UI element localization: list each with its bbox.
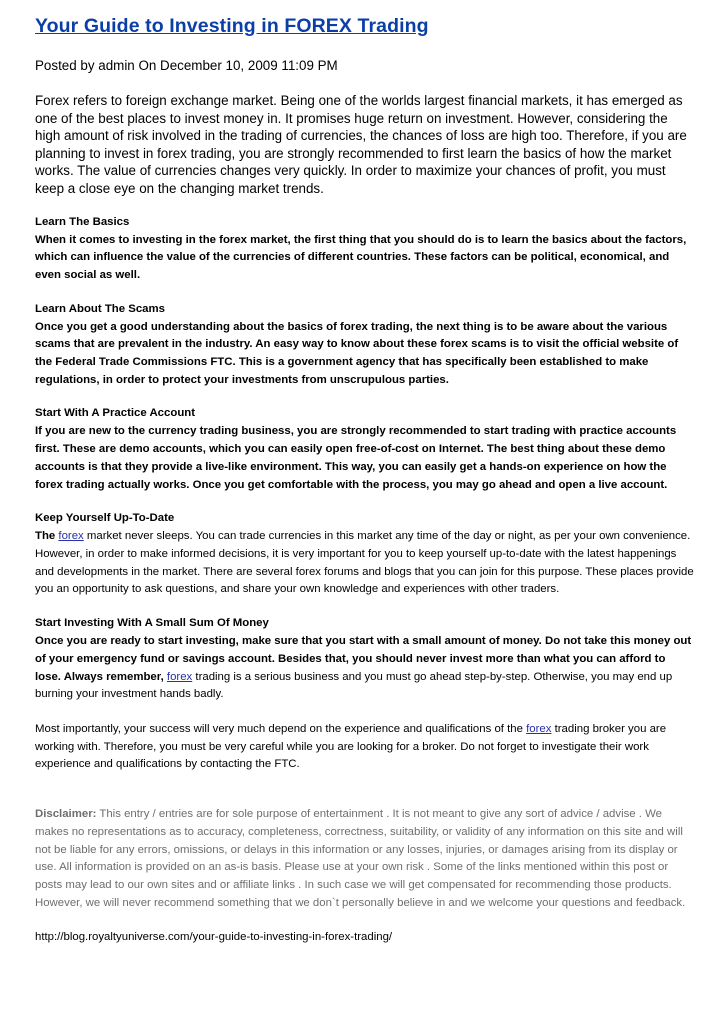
intro-paragraph: Forex refers to foreign exchange market. Being one of the worlds largest financial markets, it has emerged as one of the best places to invest money in. It promises huge return on investment. However, considering the high amount of risk involved in the trading of currencies, the chances of loss are high too. Therefore, if you are planning to invest in forex trading, you are strongly recommended to first learn the basics of how the market works. The value of currencies changes very quickly. In order to maximize your chances of profit, you must keep a close eye on the changing market trends. bbox=[35, 93, 687, 196]
section-body: Once you get a good understanding about the basics of forex trading, the next thing is to be aware about the various scams that are prevalent in the industry. An easy way to know about these forex scams is to visit the official website of the Federal Trade Commissions FTC. This is a government agency that has specifically been established to make regulations, in order to protect your investments from unscrupulous parties. bbox=[35, 320, 679, 386]
section-up-to-date bbox=[35, 511, 694, 599]
disclaimer-text: This entry / entries are for sole purpose of entertainment . It is not meant to give any sort of advice / advise . We makes no representations as to accuracy, completeness, correctness, suitability, or validity of any information on this site and will not be liable for any errors, omissions, or delays in this information or any losses, injuries, or damages arising from its display or use. All information is provided on an as-is basis. Please use at your own risk . Some of the links mentioned within this post or posts may lead to our own sites and or affiliate links . In such case we will get compensated for recommending those products. However, we will never recommend something that we don`t personally believe in and we welcome your questions and feedback. bbox=[35, 808, 686, 910]
section-heading: Learn The Basics bbox=[35, 215, 130, 228]
forex-link[interactable]: forex bbox=[526, 722, 552, 735]
section-learn-scams bbox=[35, 302, 694, 390]
section-bold-text: Once you are ready to start investing, make sure that you start with a small amount of money. Do not take this money out of your emergency fund or savings account. Besides that, you should never invest more than what you can afford to lose. Always remember, bbox=[35, 635, 692, 683]
section-learn-basics bbox=[35, 215, 694, 285]
section-body: When it comes to investing in the forex market, the first thing that you should do is to learn the basics about the factors, which can influence the value of the currencies of different countries. These factors can be political, economical, and even social as well. bbox=[35, 233, 687, 281]
section-heading: Keep Yourself Up-To-Date bbox=[35, 512, 175, 525]
closing-paragraph bbox=[35, 721, 694, 774]
section-body-text: market never sleeps. You can trade currencies in this market any time of the day or night, as per your own convenience. However, in order to make informed decisions, it is very important for you to keep yourself up-to-date with the latest happenings and developments in the market. There are several forex forums and blogs that you can join for this purpose. These places provide you an opportunity to ask questions, and share your own knowledge and experiences with other traders. bbox=[35, 530, 694, 596]
section-heading: Learn About The Scams bbox=[35, 302, 165, 315]
closing-text-before: Most importantly, your success will very much depend on the experience and qualifications of the bbox=[35, 722, 527, 735]
forex-link[interactable]: forex bbox=[58, 530, 84, 543]
disclaimer bbox=[35, 806, 694, 913]
section-body bbox=[35, 633, 694, 704]
closing-text-after: trading broker you are working with. Therefore, you must be very careful while you are looking for a broker. Do not forget to investigate their work experience and qualifications by contacting the FTC. bbox=[35, 722, 667, 771]
disclaimer-label: Disclaimer: bbox=[35, 808, 97, 821]
post-meta: Posted by admin On December 10, 2009 11:09 PM bbox=[35, 58, 338, 73]
source-url: http://blog.royaltyuniverse.com/your-guide-to-investing-in-forex-trading/ bbox=[35, 930, 393, 943]
section-body-text: trading is a serious business and you must go ahead step-by-step. Otherwise, you may end up burning your investment hands badly. bbox=[35, 670, 673, 701]
section-small-sum bbox=[35, 616, 694, 704]
section-practice-account bbox=[35, 406, 694, 494]
section-heading: Start With A Practice Account bbox=[35, 407, 196, 420]
section-body bbox=[35, 528, 694, 599]
section-lead-text: The bbox=[35, 530, 59, 543]
page-title[interactable]: Your Guide to Investing in FOREX Trading bbox=[35, 15, 429, 37]
forex-link[interactable]: forex bbox=[166, 670, 193, 683]
section-heading: Start Investing With A Small Sum Of Money bbox=[35, 617, 269, 630]
section-body: If you are new to the currency trading business, you are strongly recommended to start trading with practice accounts first. These are demo accounts, which you can easily open free-of-cost on Internet. The best thing about these demo accounts is that they provide a live-like environment. This way, you can easily get a hands-on experience on how the forex trading actually works. Once you get comfortable with the process, you may go ahead and open a live account. bbox=[35, 425, 677, 491]
